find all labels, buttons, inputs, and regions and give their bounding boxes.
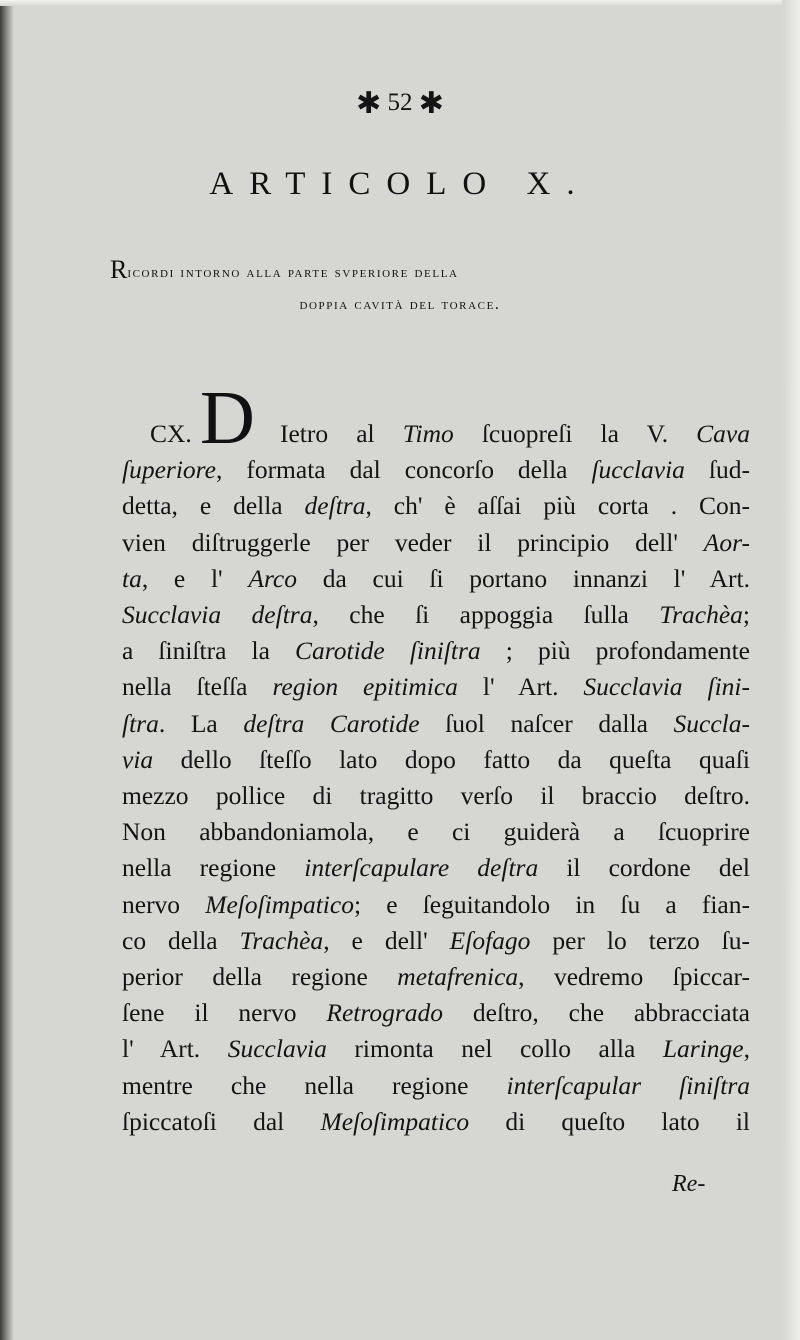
text-run: l' Art.	[457, 672, 584, 702]
text-run: , che ſi appoggia ſulla	[312, 600, 660, 629]
text-line	[122, 454, 750, 486]
italic-term: Eſofago	[449, 925, 531, 955]
text-run: il cordone del	[538, 853, 750, 883]
text-run: ſpiccatoſi dal	[122, 1106, 321, 1136]
italic-term: ſucclavia	[591, 455, 685, 485]
text-run: a ſiniſtra la	[122, 636, 295, 666]
page-header	[0, 86, 800, 121]
text-run: , e dell'	[323, 925, 450, 955]
text-run: , ch' è aſſai più corta . Con-	[365, 491, 751, 521]
text-line	[280, 418, 750, 450]
drop-cap: D	[200, 376, 255, 460]
subtitle-initial: R	[110, 255, 128, 284]
text-run: detta, e della	[122, 491, 305, 521]
italic-term: Succlavia	[227, 1034, 327, 1064]
page-top-edge	[0, 0, 800, 6]
text-line	[122, 708, 750, 740]
article-title: ARTICOLO X.	[209, 166, 591, 202]
text-run: deſtro, che abbracciata	[443, 998, 750, 1028]
italic-term: Trachèa	[659, 600, 743, 629]
italic-term: ta	[122, 563, 142, 593]
text-run: mezzo pollice di tragitto verſo il braccio deſtro.	[122, 781, 750, 810]
text-line	[122, 599, 750, 631]
text-run: ;	[742, 600, 750, 629]
text-run: dello ſteſſo lato dopo fatto da queſta quaſi	[153, 744, 750, 774]
text-run: Non abbandoniamola, e ci guiderà a ſcuoprire	[122, 817, 750, 847]
text-line	[122, 563, 750, 595]
text-line	[122, 997, 750, 1029]
page-number: 52	[387, 89, 413, 116]
italic-term: Retrogrado	[326, 998, 444, 1028]
text-run: nella ſteſſa	[122, 672, 273, 702]
text-line	[122, 490, 750, 522]
italic-term: Arco	[248, 563, 297, 593]
italic-term: deſtra	[304, 491, 366, 521]
text-run: , formata dal concorſo della	[215, 455, 592, 485]
text-run: nella regione	[122, 853, 305, 883]
text-line	[122, 889, 750, 921]
text-run: nervo	[122, 889, 206, 919]
italic-term: Succlavia deſtra	[122, 600, 313, 629]
text-run: rimonta nel collo alla	[326, 1034, 663, 1064]
italic-term: ſuperiore	[122, 455, 216, 485]
text-run: perior della regione	[122, 962, 398, 991]
text-line	[122, 744, 750, 776]
italic-term: Succlavia ſini-	[583, 672, 750, 702]
text-run: di queſto lato il	[469, 1106, 750, 1136]
text-run: da cui ſi portano innanzi l' Art.	[297, 563, 750, 593]
text-run: co della	[122, 925, 240, 955]
article-subtitle-line-1	[110, 255, 750, 285]
text-run: , e l'	[141, 563, 249, 593]
text-run: Ietro al	[280, 419, 403, 448]
paragraph-number: CX.	[150, 419, 192, 448]
italic-term: interſcapular ſiniſtra	[506, 1070, 751, 1100]
italic-term: interſcapulare deſtra	[304, 853, 539, 883]
text-line	[122, 780, 750, 812]
text-line	[122, 961, 750, 993]
article-subtitle-line-2: doppia cavità del torace.	[299, 296, 501, 313]
italic-term: deſtra Carotide	[243, 708, 420, 738]
text-run: ,	[743, 1034, 750, 1064]
italic-term: Meſoſimpatico	[320, 1106, 470, 1136]
text-line	[122, 671, 750, 703]
italic-term: Meſoſimpatico	[205, 889, 354, 919]
italic-term: Carotide ſiniſtra	[295, 636, 481, 666]
text-run: ſcuopreſi la V.	[453, 419, 697, 448]
text-run: vien diſtruggerle per veder il principio dell'	[122, 527, 704, 557]
text-line	[122, 1106, 750, 1138]
text-run: per lo terzo ſu-	[530, 925, 751, 955]
text-run: mentre che nella regione	[122, 1070, 507, 1100]
italic-term: Trachèa	[239, 925, 324, 955]
text-run: ; più profondamente	[480, 636, 750, 666]
text-line	[122, 1033, 750, 1065]
subtitle-line-1-text: icordi intorno alla parte svperiore della	[127, 264, 459, 281]
text-line	[122, 1070, 750, 1102]
italic-term: Cava	[696, 419, 750, 448]
text-run: l' Art.	[122, 1034, 228, 1064]
text-line	[122, 635, 750, 667]
text-run: ſene il nervo	[122, 998, 327, 1028]
text-run: , vedremo ſpiccar-	[518, 962, 751, 991]
text-line	[122, 925, 750, 957]
text-line	[122, 852, 750, 884]
text-line	[122, 527, 750, 559]
text-run: ſud-	[684, 455, 750, 485]
text-line	[122, 816, 750, 848]
text-run: . La	[158, 708, 244, 738]
italic-term: Succla-	[673, 708, 750, 738]
asterisk-ornament-icon: ✱	[418, 87, 444, 120]
italic-term: Laringe	[662, 1034, 744, 1064]
text-run: ; e ſeguitandolo in ſu a fian-	[353, 889, 750, 919]
asterisk-ornament-icon: ✱	[356, 87, 382, 120]
italic-term: via	[122, 744, 154, 774]
italic-term: Aor-	[703, 527, 750, 557]
italic-term: Timo	[402, 419, 454, 448]
italic-term: region epitimica	[272, 672, 458, 702]
catchword: Re-	[672, 1171, 706, 1197]
italic-term: ſtra	[122, 708, 159, 738]
text-run: ſuol naſcer dalla	[419, 708, 674, 738]
italic-term: metafrenica	[397, 962, 519, 991]
